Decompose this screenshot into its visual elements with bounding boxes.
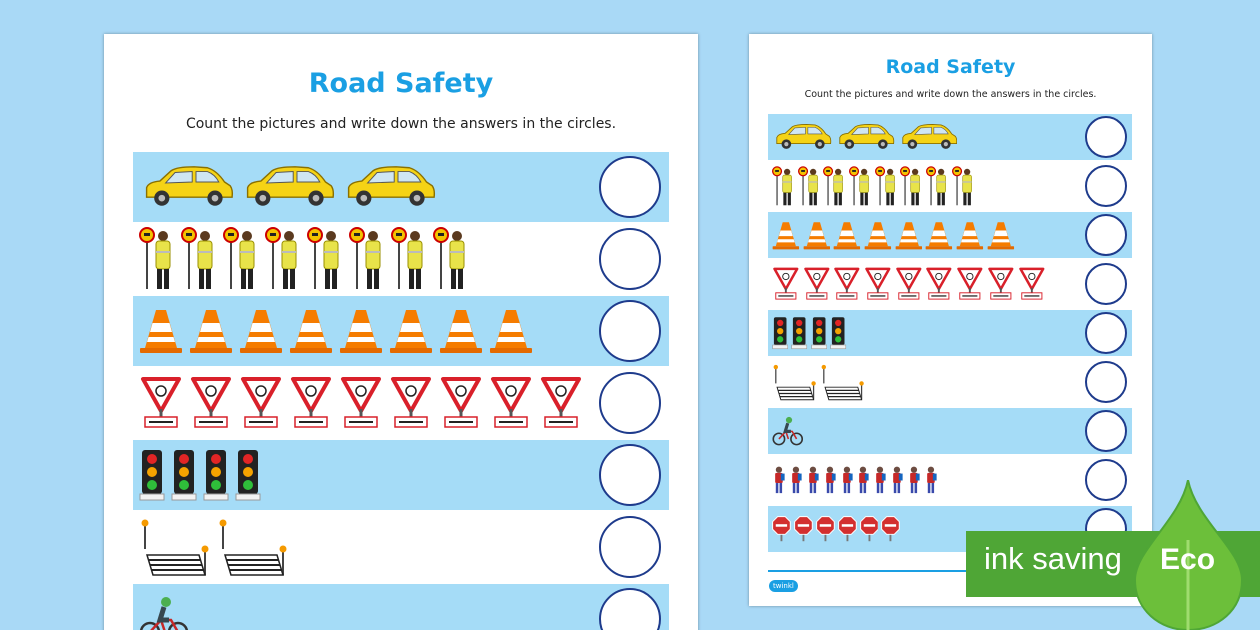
picture-group [772, 310, 847, 356]
stop-sign-icon [816, 516, 835, 543]
lollipop-person-icon [349, 225, 385, 293]
schoolchild-icon [806, 466, 820, 495]
traffic-light-icon [139, 448, 165, 502]
twinkl-logo: twinkl [769, 580, 798, 592]
traffic-cone-icon [987, 221, 1015, 250]
schoolchild-icon [924, 466, 938, 495]
car-icon [341, 163, 436, 211]
counting-row [768, 457, 1132, 503]
lollipop-person-icon [772, 165, 795, 208]
picture-group [772, 163, 975, 209]
counting-row [768, 261, 1132, 307]
counting-row [133, 224, 669, 294]
answer-circle[interactable] [1085, 361, 1127, 403]
lollipop-person-icon [849, 165, 872, 208]
traffic-light-icon [171, 448, 197, 502]
traffic-cone-icon [389, 308, 433, 354]
stop-sign-icon [881, 516, 900, 543]
car-icon [240, 163, 335, 211]
give-way-sign-icon [803, 267, 831, 301]
traffic-cone-icon [439, 308, 483, 354]
traffic-cone-icon [833, 221, 861, 250]
picture-group [139, 584, 189, 630]
traffic-light-icon [830, 316, 846, 350]
eco-label: Eco [1160, 543, 1216, 576]
answer-circle[interactable] [1085, 312, 1127, 354]
traffic-cone-icon [864, 221, 892, 250]
car-icon [139, 163, 234, 211]
counting-rows [133, 152, 669, 630]
car-icon [835, 122, 895, 152]
car-icon [772, 122, 832, 152]
schoolchild-icon [856, 466, 870, 495]
counting-row [768, 408, 1132, 454]
cyclist-icon [139, 594, 189, 630]
worksheet-title: Road Safety [308, 68, 494, 99]
give-way-sign-icon [1018, 267, 1046, 301]
zebra-crossing-icon [772, 362, 817, 402]
traffic-light-icon [203, 448, 229, 502]
answer-circle[interactable] [599, 516, 661, 578]
lollipop-person-icon [223, 225, 259, 293]
counting-row [133, 512, 669, 582]
lollipop-person-icon [926, 165, 949, 208]
lollipop-person-icon [952, 165, 975, 208]
answer-circle[interactable] [1085, 116, 1127, 158]
picture-group [772, 261, 1045, 307]
give-way-sign-icon [956, 267, 984, 301]
schoolchild-icon [789, 466, 803, 495]
give-way-sign-icon [289, 376, 333, 430]
give-way-sign-icon [139, 376, 183, 430]
stop-sign-icon [772, 516, 791, 543]
lollipop-person-icon [307, 225, 343, 293]
lollipop-person-icon [265, 225, 301, 293]
lollipop-person-icon [798, 165, 821, 208]
picture-group [772, 359, 866, 405]
traffic-light-icon [235, 448, 261, 502]
lollipop-person-icon [900, 165, 923, 208]
zebra-crossing-icon [217, 515, 289, 579]
lollipop-person-icon [181, 225, 217, 293]
lollipop-person-icon [875, 165, 898, 208]
picture-group [139, 440, 261, 510]
traffic-cone-icon [925, 221, 953, 250]
answer-circle[interactable] [1085, 165, 1127, 207]
counting-row [768, 163, 1132, 209]
traffic-light-icon [791, 316, 807, 350]
counting-row [768, 212, 1132, 258]
traffic-cone-icon [339, 308, 383, 354]
traffic-cone-icon [289, 308, 333, 354]
worksheet-small [749, 34, 1152, 606]
traffic-cone-icon [189, 308, 233, 354]
stop-sign-icon [838, 516, 857, 543]
zebra-crossing-icon [139, 515, 211, 579]
worksheet-large [104, 34, 698, 630]
counting-row [768, 310, 1132, 356]
picture-group [139, 512, 289, 582]
traffic-cone-icon [139, 308, 183, 354]
car-icon [898, 122, 958, 152]
picture-group [139, 152, 436, 222]
zebra-crossing-icon [820, 362, 865, 402]
answer-circle[interactable] [599, 444, 661, 506]
answer-circle[interactable] [599, 156, 661, 218]
schoolchild-icon [873, 466, 887, 495]
counting-row [133, 152, 669, 222]
picture-group [772, 506, 900, 552]
traffic-cone-icon [772, 221, 800, 250]
picture-group [772, 457, 938, 503]
schoolchild-icon [907, 466, 921, 495]
traffic-cone-icon [489, 308, 533, 354]
picture-group [772, 408, 804, 454]
worksheet-instruction: Count the pictures and write down the answers in the circles. [804, 89, 1097, 100]
give-way-sign-icon [189, 376, 233, 430]
answer-circle[interactable] [599, 372, 661, 434]
worksheet-instruction: Count the pictures and write down the answers in the circles. [185, 116, 617, 132]
schoolchild-icon [772, 466, 786, 495]
schoolchild-icon [890, 466, 904, 495]
traffic-cone-icon [803, 221, 831, 250]
counting-row [768, 359, 1132, 405]
traffic-light-icon [772, 316, 788, 350]
schoolchild-icon [840, 466, 854, 495]
lollipop-person-icon [433, 225, 469, 293]
traffic-cone-icon [956, 221, 984, 250]
picture-group [139, 296, 533, 366]
answer-circle[interactable] [1085, 263, 1127, 305]
traffic-cone-icon [239, 308, 283, 354]
give-way-sign-icon [772, 267, 800, 301]
picture-group [139, 224, 469, 294]
picture-group [772, 114, 957, 160]
give-way-sign-icon [239, 376, 283, 430]
answer-circle[interactable] [1085, 459, 1127, 501]
lollipop-person-icon [391, 225, 427, 293]
give-way-sign-icon [539, 376, 583, 430]
traffic-cone-icon [895, 221, 923, 250]
answer-circle[interactable] [599, 588, 661, 630]
answer-circle[interactable] [1085, 214, 1127, 256]
counting-row [133, 296, 669, 366]
ink-saving-label: ink saving [984, 541, 1122, 576]
answer-circle[interactable] [1085, 410, 1127, 452]
counting-row [133, 440, 669, 510]
traffic-light-icon [811, 316, 827, 350]
schoolchild-icon [823, 466, 837, 495]
lollipop-person-icon [139, 225, 175, 293]
picture-group [772, 212, 1015, 258]
cyclist-icon [772, 415, 804, 447]
give-way-sign-icon [895, 267, 923, 301]
answer-circle[interactable] [599, 228, 661, 290]
answer-circle[interactable] [599, 300, 661, 362]
give-way-sign-icon [925, 267, 953, 301]
give-way-sign-icon [864, 267, 892, 301]
give-way-sign-icon [439, 376, 483, 430]
give-way-sign-icon [489, 376, 533, 430]
counting-row [133, 368, 669, 438]
give-way-sign-icon [987, 267, 1015, 301]
give-way-sign-icon [339, 376, 383, 430]
counting-row [133, 584, 669, 630]
counting-rows [768, 114, 1132, 555]
picture-group [139, 368, 583, 438]
give-way-sign-icon [833, 267, 861, 301]
give-way-sign-icon [389, 376, 433, 430]
lollipop-person-icon [823, 165, 846, 208]
stop-sign-icon [794, 516, 813, 543]
worksheet-title: Road Safety [885, 56, 1016, 78]
counting-row [768, 114, 1132, 160]
stop-sign-icon [860, 516, 879, 543]
